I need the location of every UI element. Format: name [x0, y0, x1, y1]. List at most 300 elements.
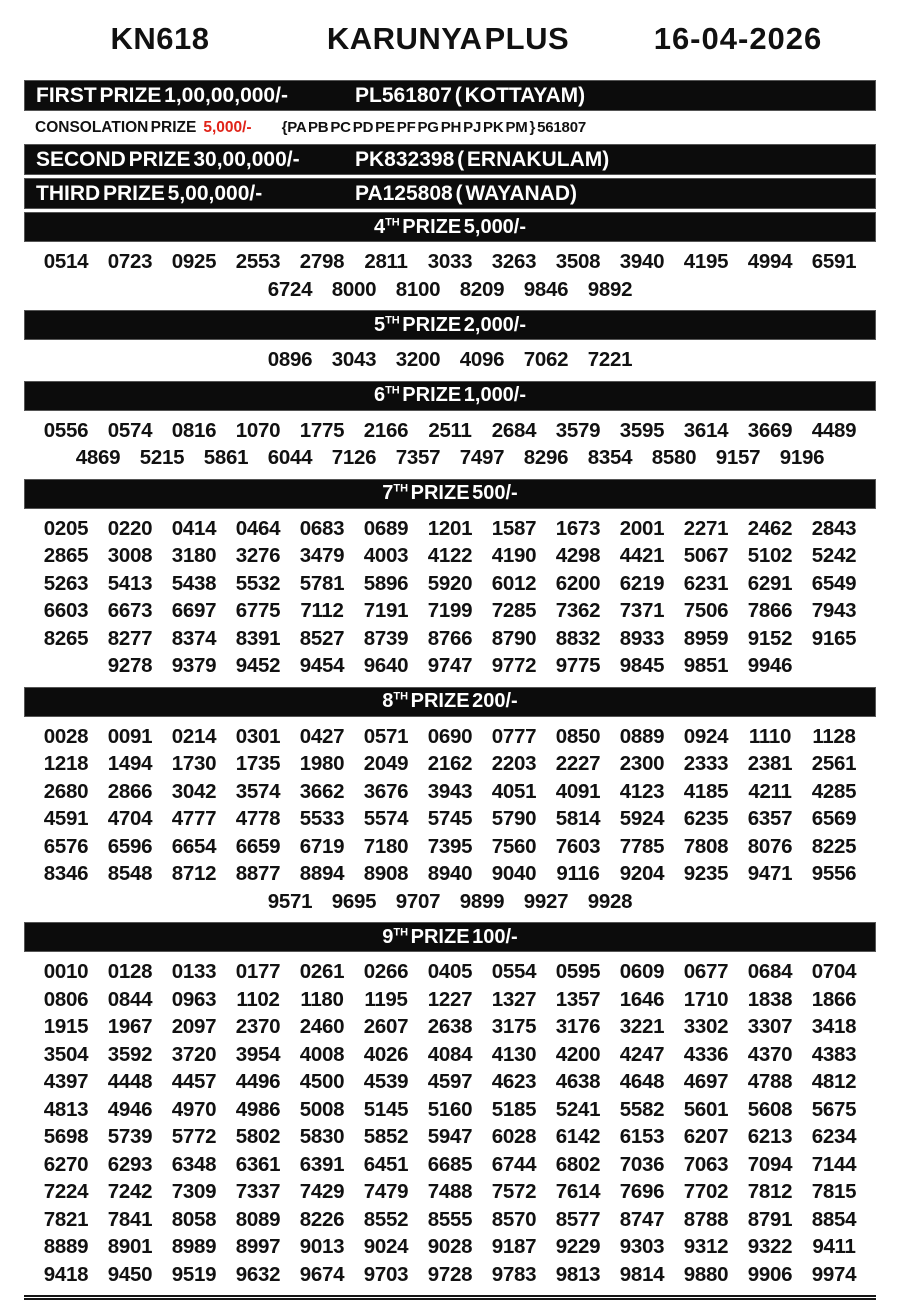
page-title: KARUNYA PLUS [326, 21, 570, 56]
prize-number: 8791 [747, 1207, 793, 1231]
prize-number: 9814 [619, 1262, 665, 1286]
prize-number: 3263 [491, 250, 537, 273]
prize-number: 4211 [748, 779, 792, 803]
prize-number: 0205 [43, 516, 89, 540]
prize-number: 5215 [139, 446, 185, 469]
prize-number: 2865 [43, 544, 89, 567]
prize-number: 1227 [427, 987, 473, 1011]
prize-number: 2097 [171, 1015, 217, 1038]
prize-number: 8277 [107, 626, 153, 650]
prize-number: 9379 [171, 654, 217, 677]
second-prize-winner: PK832398 ( ERNAKULAM) [355, 147, 610, 171]
prize-number: 2271 [683, 516, 729, 540]
prize-number: 0777 [491, 724, 537, 748]
prize-number: 6207 [683, 1125, 729, 1148]
prize-number: 8265 [43, 626, 89, 650]
prize-number: 9707 [395, 889, 441, 913]
prize-number: 9674 [299, 1262, 345, 1286]
prize-number: 7094 [747, 1152, 793, 1176]
prize-number: 4704 [107, 807, 153, 830]
prize-number: 5263 [43, 571, 89, 595]
prize-number: 9571 [267, 889, 313, 913]
prize-number: 3176 [555, 1015, 601, 1038]
prize-number: 9703 [363, 1262, 409, 1286]
prize-number: 4597 [427, 1070, 473, 1093]
prize-number: 6291 [747, 571, 793, 595]
prize-number: 6361 [235, 1152, 281, 1176]
prize-number: 4200 [555, 1042, 601, 1066]
prize-number: 0816 [171, 418, 217, 442]
prize-number: 5241 [555, 1097, 601, 1121]
prize-number: 8766 [427, 626, 473, 650]
prize-number: 6012 [491, 571, 537, 595]
prize-number: 6685 [427, 1152, 473, 1176]
prize-number: 0677 [683, 960, 729, 983]
section-title-bar [24, 381, 876, 411]
winning-numbers-grid [24, 955, 876, 1292]
prize-number: 5861 [203, 446, 249, 469]
prize-number: 9312 [683, 1235, 729, 1258]
prize-number: 4970 [171, 1097, 217, 1121]
prize-number: 8747 [619, 1207, 665, 1231]
prize-number: 0028 [43, 724, 89, 748]
prize-number: 2811 [364, 250, 408, 273]
prize-number: 1327 [491, 987, 537, 1011]
prize-number: 7362 [555, 599, 601, 622]
prize-number: 5698 [43, 1125, 89, 1148]
prize-number: 0889 [619, 724, 665, 748]
prize-number: 5574 [363, 807, 409, 830]
prize-number: 9028 [427, 1235, 473, 1258]
prize-number: 3676 [363, 779, 409, 803]
prize-number: 1102 [236, 987, 280, 1011]
prize-number: 9880 [683, 1262, 729, 1286]
prize-number: 7497 [459, 446, 505, 469]
prize-number: 7821 [43, 1207, 89, 1231]
prize-number: 7812 [747, 1180, 793, 1203]
prize-number: 0609 [619, 960, 665, 983]
prize-number: 9450 [107, 1262, 153, 1286]
prize-number: 3043 [331, 348, 377, 371]
prize-number: 7221 [587, 348, 633, 371]
prize-number: 6028 [491, 1125, 537, 1148]
prize-number: 5814 [555, 807, 601, 830]
third-prize-label: THIRD PRIZE 5,00,000/- [36, 181, 263, 205]
prize-number: 3008 [107, 544, 153, 567]
prize-number: 4084 [427, 1042, 473, 1066]
prize-number: 1128 [812, 724, 856, 748]
prize-number: 6802 [555, 1152, 601, 1176]
lower-prize-sections [24, 212, 876, 1292]
prize-number: 1195 [364, 987, 408, 1011]
prize-number: 0414 [171, 516, 217, 540]
prize-number: 6569 [811, 807, 857, 830]
prize-number: 8225 [811, 834, 857, 858]
prize-number: 2333 [683, 752, 729, 775]
prize-number: 4026 [363, 1042, 409, 1066]
prize-number: 7371 [619, 599, 665, 622]
prize-number: 5160 [427, 1097, 473, 1121]
prize-number: 9928 [587, 889, 633, 913]
prize-number: 8374 [171, 626, 217, 650]
prize-number: 0464 [235, 516, 281, 540]
prize-number: 9946 [747, 654, 793, 677]
prize-number: 7357 [395, 446, 441, 469]
prize-number: 4130 [491, 1042, 537, 1066]
prize-number: 1730 [171, 752, 217, 775]
prize-number: 5438 [171, 571, 217, 595]
prize-number: 8901 [107, 1235, 153, 1258]
prize-number: 6044 [267, 446, 313, 469]
prize-number: 8100 [395, 277, 441, 301]
prize-number: 2866 [107, 779, 153, 803]
prize-number: 0554 [491, 960, 537, 983]
prize-number: 9632 [235, 1262, 281, 1286]
prize-number: 2462 [747, 516, 793, 540]
prize-number: 5601 [683, 1097, 729, 1121]
prize-number: 6200 [555, 571, 601, 595]
prize-number: 6142 [555, 1125, 601, 1148]
prize-number: 7063 [683, 1152, 729, 1176]
prize-number: 4091 [555, 779, 601, 803]
prize-number: 6391 [299, 1152, 345, 1176]
prize-number: 0405 [427, 960, 473, 983]
prize-number: 2553 [235, 250, 281, 273]
prize-number: 7841 [107, 1207, 153, 1231]
prize-number: 8346 [43, 862, 89, 885]
prize-number: 0595 [555, 960, 601, 983]
prize-number: 1775 [299, 418, 345, 442]
prize-number: 1180 [300, 987, 344, 1011]
prize-number: 2638 [427, 1015, 473, 1038]
prize-number: 1967 [107, 1015, 153, 1038]
prize-number: 0301 [235, 724, 281, 748]
prize-number: 5242 [811, 544, 857, 567]
prize-number: 8552 [363, 1207, 409, 1231]
prize-number: 5185 [491, 1097, 537, 1121]
prize-number: 4397 [43, 1070, 89, 1093]
prize-number: 4778 [235, 807, 281, 830]
prize-number: 4623 [491, 1070, 537, 1093]
prize-number: 0261 [299, 960, 345, 983]
prize-number: 0689 [363, 516, 409, 540]
prize-number: 4383 [811, 1042, 857, 1066]
prize-number: 7429 [299, 1180, 345, 1203]
prize-number: 9899 [459, 889, 505, 913]
prize-number: 9040 [491, 862, 537, 885]
prize-number: 3276 [235, 544, 281, 567]
prize-number: 1587 [491, 516, 537, 540]
prize-number: 8959 [683, 626, 729, 650]
section-title-bar [24, 687, 876, 717]
prize-number: 8527 [299, 626, 345, 650]
prize-number: 7242 [107, 1180, 153, 1203]
third-prize-bar [24, 178, 876, 209]
prize-number: 7603 [555, 834, 601, 858]
prize-number: 7943 [811, 599, 857, 622]
prize-number: 8788 [683, 1207, 729, 1231]
prize-number: 2684 [491, 418, 537, 442]
winning-numbers-grid [24, 720, 876, 920]
prize-number: 7112 [300, 599, 344, 622]
prize-number: 8854 [811, 1207, 857, 1231]
prize-number: 1915 [43, 1015, 89, 1038]
prize-number: 6744 [491, 1152, 537, 1176]
prize-number: 3592 [107, 1042, 153, 1066]
prize-number: 4489 [811, 418, 857, 442]
prize-number: 0806 [43, 987, 89, 1011]
prize-number: 6673 [107, 599, 153, 622]
prize-number: 3574 [235, 779, 281, 803]
prize-number: 8354 [587, 446, 633, 469]
section-title-bar [24, 212, 876, 242]
prize-number: 7866 [747, 599, 793, 622]
prize-number: 3504 [43, 1042, 89, 1066]
prize-number: 5608 [747, 1097, 793, 1121]
prize-number: 0924 [683, 724, 729, 748]
first-prize-bar [24, 80, 876, 111]
prize-number: 2607 [363, 1015, 409, 1038]
prize-number: 6357 [747, 807, 793, 830]
prize-number: 0844 [107, 987, 153, 1011]
prize-number: 7808 [683, 834, 729, 858]
prize-number: 8089 [235, 1207, 281, 1231]
prize-number: 9728 [427, 1262, 473, 1286]
prize-number: 9775 [555, 654, 601, 677]
prize-number: 7337 [235, 1180, 281, 1203]
prize-number: 5582 [619, 1097, 665, 1121]
prize-number: 4994 [747, 250, 793, 273]
prize-number: 9278 [107, 654, 153, 677]
prize-number: 8209 [459, 277, 505, 301]
prize-number: 1866 [811, 987, 857, 1011]
prize-number: 0723 [107, 250, 153, 273]
prize-number: 6270 [43, 1152, 89, 1176]
consolation-series: {PA PB PC PD PE PF PG PH PJ PK PM } 561807 [281, 119, 586, 136]
prize-number: 2203 [491, 752, 537, 775]
prize-number: 5852 [363, 1125, 409, 1148]
prize-number: 4247 [619, 1042, 665, 1066]
prize-number: 7191 [363, 599, 409, 622]
prize-number: 0684 [747, 960, 793, 983]
prize-number: 8997 [235, 1235, 281, 1258]
prize-number: 2460 [299, 1015, 345, 1038]
bottom-rule [24, 1295, 876, 1300]
prize-number: 7815 [811, 1180, 857, 1203]
second-prize-bar [24, 144, 876, 175]
prize-section-7th [24, 479, 876, 684]
prize-number: 7785 [619, 834, 665, 858]
prize-number: 6697 [171, 599, 217, 622]
prize-number: 6576 [43, 834, 89, 858]
prize-number: 1710 [683, 987, 729, 1011]
prize-number: 5145 [363, 1097, 409, 1121]
prize-number: 0896 [267, 348, 313, 371]
prize-number: 6235 [683, 807, 729, 830]
prize-number: 4051 [491, 779, 537, 803]
prize-number: 4946 [107, 1097, 153, 1121]
section-title-bar [24, 922, 876, 952]
prize-number: 9322 [747, 1235, 793, 1258]
prize-number: 5067 [683, 544, 729, 567]
prize-number: 2798 [299, 250, 345, 273]
prize-number: 5532 [235, 571, 281, 595]
prize-number: 3033 [427, 250, 473, 273]
prize-number: 4195 [683, 250, 729, 273]
prize-number: 6213 [747, 1125, 793, 1148]
prize-number: 5739 [107, 1125, 153, 1148]
prize-number: 8076 [747, 834, 793, 858]
prize-number: 4869 [75, 446, 121, 469]
prize-number: 3508 [555, 250, 601, 273]
prize-number: 9556 [811, 862, 857, 885]
prize-number: 2001 [619, 516, 665, 540]
prize-number: 7488 [427, 1180, 473, 1203]
prize-number: 1218 [43, 752, 89, 775]
prize-number: 0925 [171, 250, 217, 273]
prize-number: 4298 [555, 544, 601, 567]
prize-number: 8790 [491, 626, 537, 650]
page-header [24, 8, 876, 70]
prize-number: 3669 [747, 418, 793, 442]
prize-number: 1357 [555, 987, 601, 1011]
prize-number: 5008 [299, 1097, 345, 1121]
prize-number: 6234 [811, 1125, 857, 1148]
prize-number: 4638 [555, 1070, 601, 1093]
prize-number: 1735 [235, 752, 281, 775]
consolation-amount: 5,000/- [203, 118, 252, 136]
prize-number: 8877 [235, 862, 281, 885]
prize-number: 8058 [171, 1207, 217, 1231]
prize-number: 8739 [363, 626, 409, 650]
prize-number: 9116 [556, 862, 600, 885]
prize-number: 6775 [235, 599, 281, 622]
prize-number: 8391 [235, 626, 281, 650]
prize-number: 6451 [363, 1152, 409, 1176]
prize-number: 0133 [171, 960, 217, 983]
prize-number: 4788 [747, 1070, 793, 1093]
prize-number: 5924 [619, 807, 665, 830]
prize-number: 6596 [107, 834, 153, 858]
prize-number: 6659 [235, 834, 281, 858]
prize-number: 4500 [299, 1070, 345, 1093]
prize-number: 8933 [619, 626, 665, 650]
prize-number: 5413 [107, 571, 153, 595]
prize-number: 7199 [427, 599, 473, 622]
prize-number: 4122 [427, 544, 473, 567]
prize-number: 3221 [619, 1015, 665, 1038]
prize-number: 6724 [267, 277, 313, 301]
draw-code: KN618 [110, 21, 210, 56]
winning-numbers-grid [24, 414, 876, 476]
prize-number: 0704 [811, 960, 857, 983]
prize-number: 6549 [811, 571, 857, 595]
draw-date: 16-04-2026 [653, 21, 823, 56]
prize-number: 5772 [171, 1125, 217, 1148]
prize-number: 9927 [523, 889, 569, 913]
prize-number: 9204 [619, 862, 665, 885]
prize-number: 7506 [683, 599, 729, 622]
prize-number: 5781 [299, 571, 345, 595]
prize-number: 6219 [619, 571, 665, 595]
section-title: 4TH PRIZE 5,000/- [373, 215, 527, 238]
prize-number: 0963 [171, 987, 217, 1011]
winning-numbers-grid [24, 245, 876, 307]
prize-number: 8577 [555, 1207, 601, 1231]
prize-number: 8580 [651, 446, 697, 469]
prize-number: 1201 [427, 516, 473, 540]
prize-section-5th [24, 310, 876, 378]
prize-number: 4421 [619, 544, 665, 567]
prize-number: 5745 [427, 807, 473, 830]
prize-number: 4336 [683, 1042, 729, 1066]
prize-number: 1838 [747, 987, 793, 1011]
prize-number: 1070 [235, 418, 281, 442]
prize-number: 5790 [491, 807, 537, 830]
prize-number: 6719 [299, 834, 345, 858]
first-prize-winner: PL561807 ( KOTTAYAM) [355, 83, 586, 107]
prize-number: 9892 [587, 277, 633, 301]
prize-number: 2680 [43, 779, 89, 803]
prize-number: 2381 [747, 752, 793, 775]
prize-number: 3180 [171, 544, 217, 567]
third-prize-winner: PA125808 ( WAYANAD) [355, 181, 577, 205]
prize-number: 9303 [619, 1235, 665, 1258]
prize-number: 4123 [619, 779, 665, 803]
prize-number: 0514 [43, 250, 89, 273]
prize-number: 9640 [363, 654, 409, 677]
prize-number: 8555 [427, 1207, 473, 1231]
prize-number: 2049 [363, 752, 409, 775]
prize-number: 4370 [747, 1042, 793, 1066]
prize-number: 5675 [811, 1097, 857, 1121]
prize-number: 7395 [427, 834, 473, 858]
prize-number: 9024 [363, 1235, 409, 1258]
prize-number: 9974 [811, 1262, 857, 1286]
prize-number: 3042 [171, 779, 217, 803]
prize-number: 8989 [171, 1235, 217, 1258]
prize-number: 7126 [331, 446, 377, 469]
prize-number: 3720 [171, 1042, 217, 1066]
prize-number: 4096 [459, 348, 505, 371]
prize-number: 9152 [747, 626, 793, 650]
prize-number: 9411 [812, 1235, 856, 1258]
prize-number: 3175 [491, 1015, 537, 1038]
prize-number: 9471 [747, 862, 793, 885]
prize-number: 3954 [235, 1042, 281, 1066]
prize-number: 9519 [171, 1262, 217, 1286]
prize-number: 2561 [811, 752, 857, 775]
prize-number: 4777 [171, 807, 217, 830]
prize-number: 0128 [107, 960, 153, 983]
section-title-bar [24, 479, 876, 509]
prize-number: 0571 [363, 724, 409, 748]
section-title: 7TH PRIZE 500/- [382, 482, 518, 504]
prize-number: 7696 [619, 1180, 665, 1203]
prize-number: 3479 [299, 544, 345, 567]
prize-number: 5920 [427, 571, 473, 595]
prize-number: 7614 [555, 1180, 601, 1203]
prize-number: 3579 [555, 418, 601, 442]
prize-number: 6293 [107, 1152, 153, 1176]
prize-number: 7572 [491, 1180, 537, 1203]
prize-number: 9013 [299, 1235, 345, 1258]
prize-number: 9747 [427, 654, 473, 677]
consolation-label: CONSOLATION PRIZE [35, 118, 197, 136]
prize-number: 1646 [619, 987, 665, 1011]
prize-number: 6603 [43, 599, 89, 622]
prize-number: 8712 [171, 862, 217, 885]
